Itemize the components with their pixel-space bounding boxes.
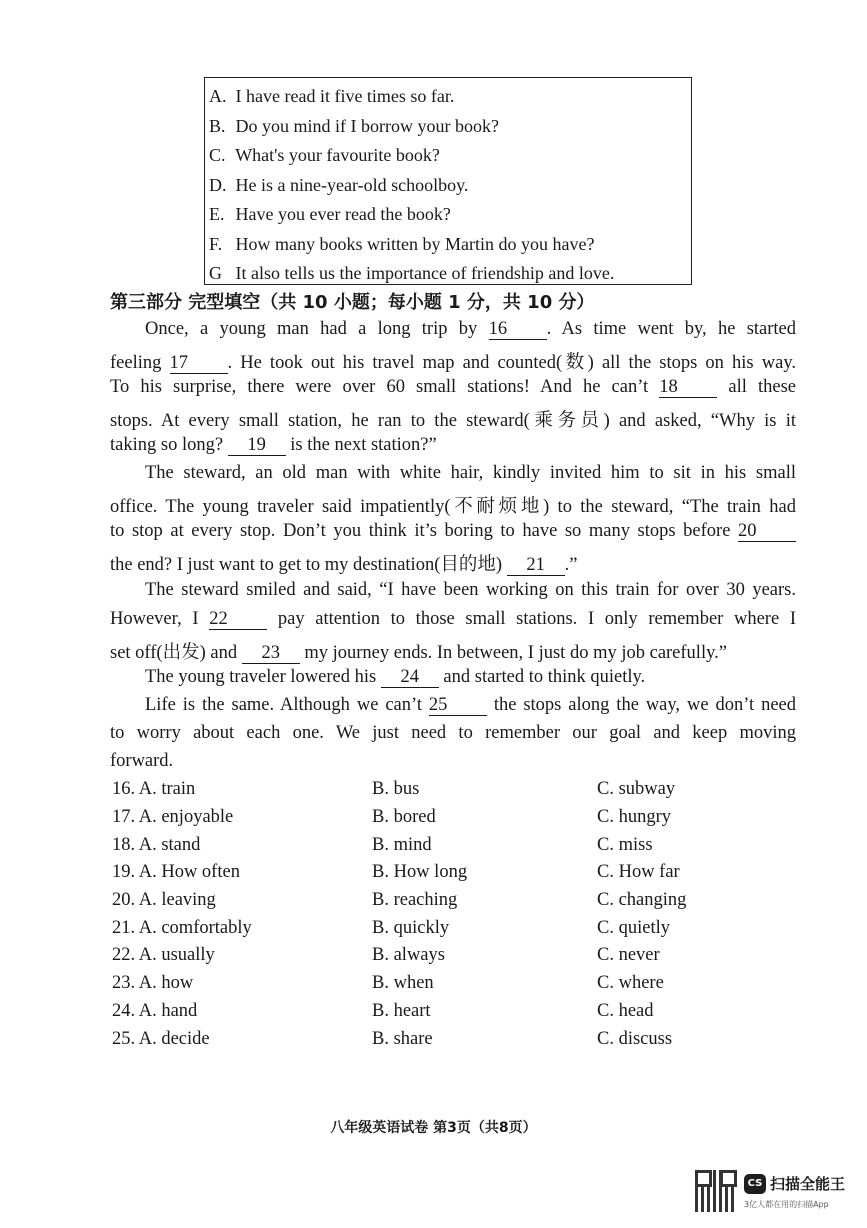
question-b: B. How long bbox=[372, 862, 468, 882]
question-b: B. bus bbox=[372, 779, 420, 799]
qr-code-icon bbox=[695, 1170, 737, 1212]
passage-line: Life is the same. Although we can’t 25 the stops along the way, we don’t need bbox=[145, 695, 797, 715]
question-a: 16. A. train bbox=[112, 779, 196, 799]
option-e: E. Have you ever read the book? bbox=[209, 204, 451, 224]
question-b: B. heart bbox=[372, 1001, 431, 1021]
camscanner-tagline: 3亿人都在用的扫描App bbox=[744, 1200, 829, 1209]
passage-line: the end? I just want to get to my destination(目的地) 21 .” bbox=[110, 555, 578, 575]
passage-line: To his surprise, there were over 60 small stations! And he can’t 18 all these bbox=[110, 377, 796, 397]
question-a: 17. A. enjoyable bbox=[112, 807, 234, 827]
passage-line: office. The young traveler said impatiently(不耐烦地) to the steward, “The train had bbox=[110, 497, 796, 517]
passage-line: to stop at every stop. Don’t you think it’s boring to have so many stops before 20 bbox=[110, 521, 796, 542]
question-a: 22. A. usually bbox=[112, 945, 215, 965]
option-a: A. I have read it five times so far. bbox=[209, 86, 455, 106]
camscanner-name: 扫描全能王 bbox=[770, 1175, 846, 1193]
option-g: G It also tells us the importance of friendship and love. bbox=[209, 263, 615, 283]
options-box bbox=[204, 77, 692, 285]
question-c: C. hungry bbox=[597, 807, 671, 827]
question-c: C. where bbox=[597, 973, 664, 993]
blank-17: 17 bbox=[170, 354, 228, 374]
question-b: B. mind bbox=[372, 835, 432, 855]
question-c: C. never bbox=[597, 945, 660, 965]
option-b: B. Do you mind if I borrow your book? bbox=[209, 115, 499, 136]
blank-25: 25 bbox=[429, 696, 487, 716]
question-a: 25. A. decide bbox=[112, 1029, 210, 1049]
question-b: B. always bbox=[372, 945, 445, 965]
passage-line: feeling 17 . He took out his travel map and counted(数) all the stops on his way. bbox=[110, 353, 797, 373]
passage-line: taking so long? 19 is the next station?” bbox=[110, 435, 437, 455]
blank-19: 19 bbox=[228, 436, 286, 456]
question-a: 24. A. hand bbox=[112, 1001, 198, 1021]
passage-line: The steward smiled and said, “I have been working on this train for over 30 years. bbox=[145, 580, 796, 600]
question-b: B. when bbox=[372, 973, 434, 993]
question-a: 20. A. leaving bbox=[112, 890, 216, 910]
passage-line: to worry about each one. We just need to remember our goal and keep moving bbox=[110, 723, 796, 743]
blank-23: 23 bbox=[242, 644, 300, 664]
passage-line: set off(出发) and 23 my journey ends. In between, I just do my job carefully.” bbox=[110, 643, 727, 663]
question-c: C. discuss bbox=[597, 1029, 673, 1049]
page-footer: 八年级英语试卷 第3页（共8页） bbox=[330, 1120, 537, 1136]
question-a: 21. A. comfortably bbox=[112, 918, 252, 938]
question-b: B. bored bbox=[372, 807, 436, 827]
option-c: C. What's your favourite book? bbox=[209, 145, 440, 165]
blank-22: 22 bbox=[209, 610, 267, 630]
passage-line: Once, a young man had a long trip by 16 . As time went by, he started bbox=[145, 319, 797, 339]
question-c: C. subway bbox=[597, 779, 676, 799]
blank-20: 20 bbox=[738, 522, 796, 542]
question-c: C. quietly bbox=[597, 918, 670, 938]
passage-line: stops. At every small station, he ran to the steward(乘务员) and asked, “Why is it bbox=[110, 411, 796, 431]
blank-24: 24 bbox=[381, 668, 439, 688]
question-c: C. changing bbox=[597, 890, 687, 910]
section-title: 第三部分 完型填空（共 10 小题；每小题 1 分，共 10 分） bbox=[110, 292, 595, 313]
passage-line: However, I 22 pay attention to those small stations. I only remember where I bbox=[110, 609, 797, 629]
blank-18: 18 bbox=[659, 378, 717, 398]
camscanner-logo-icon: CS bbox=[744, 1174, 766, 1194]
question-b: B. quickly bbox=[372, 918, 450, 938]
question-a: 18. A. stand bbox=[112, 835, 201, 855]
question-a: 23. A. how bbox=[112, 973, 194, 993]
question-c: C. head bbox=[597, 1001, 654, 1021]
question-b: B. share bbox=[372, 1029, 433, 1049]
passage-line: forward. bbox=[110, 751, 174, 771]
blank-16: 16 bbox=[489, 320, 547, 340]
passage-line: The young traveler lowered his 24 and started to think quietly. bbox=[145, 667, 646, 687]
option-f: F. How many books written by Martin do you have? bbox=[209, 233, 595, 254]
question-a: 19. A. How often bbox=[112, 862, 240, 882]
question-c: C. miss bbox=[597, 835, 653, 855]
question-c: C. How far bbox=[597, 862, 680, 882]
option-d: D. He is a nine-year-old schoolboy. bbox=[209, 174, 469, 195]
passage-line: The steward, an old man with white hair, kindly invited him to sit in his small bbox=[145, 463, 796, 483]
question-b: B. reaching bbox=[372, 890, 458, 910]
blank-21: 21 bbox=[507, 556, 565, 576]
